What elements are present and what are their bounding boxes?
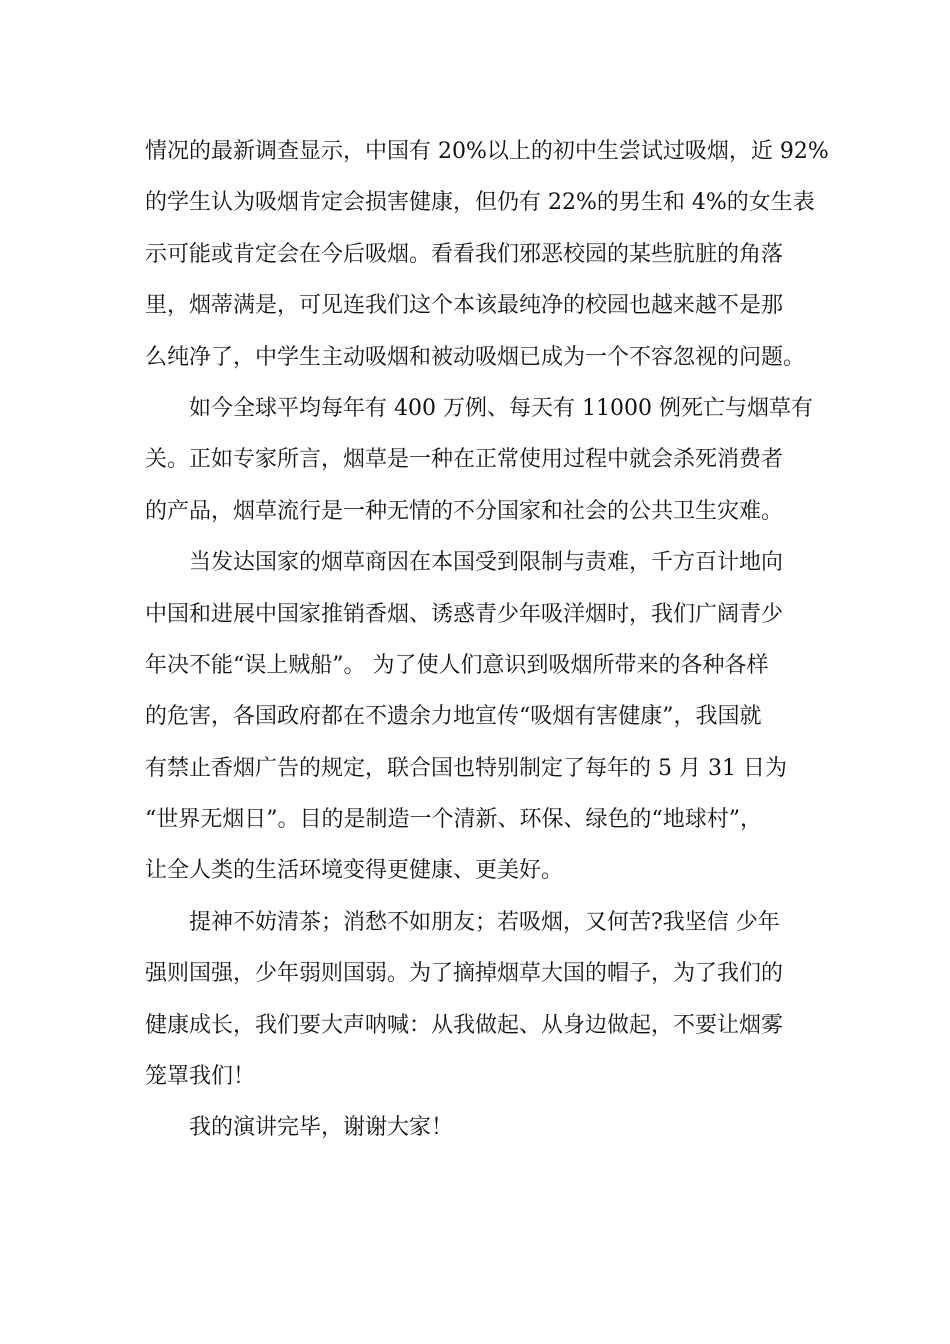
text-line: 年决不能“误上贼船”。 为了使人们意识到吸烟所带来的各种各样 [145,652,769,678]
text-line: 让全人类的生活环境变得更健康、更美好。 [145,858,564,884]
document-body [145,126,829,1154]
text-line: 的危害，各国政府都在不遗余力地宣传“吸烟有害健康”，我国就 [145,704,762,730]
text-line: 里，烟蒂满是，可见连我们这个本该最纯净的校园也越来越不是那 [145,293,784,319]
text-line: 中国和进展中国家推销香烟、诱惑青少年吸洋烟时，我们广阔青少 [145,601,784,627]
text-line: “世界无烟日”。目的是制造一个清新、环保、绿色的“地球村”， [145,807,762,833]
text-line: 我的演讲完毕，谢谢大家！ [189,1115,454,1141]
text-line: 的产品，烟草流行是一种无情的不分国家和社会的公共卫生灾难。 [145,498,784,524]
text-line: 关。正如专家所言，烟草是一种在正常使用过程中就会杀死消费者 [145,447,784,473]
paragraph-5 [145,1102,807,1153]
text-line: 示可能或肯定会在今后吸烟。看看我们邪恶校园的某些肮脏的角落 [145,241,784,267]
text-line: 笼罩我们！ [145,1064,256,1090]
text-line: 当发达国家的烟草商因在本国受到限制与责难，千方百计地向 [189,550,784,576]
paragraph-4 [145,897,807,1103]
text-line: 的学生认为吸烟肯定会损害健康，但仍有 22%的男生和 4%的女生表 [145,190,815,216]
text-line: 强则国强，少年弱则国弱。为了摘掉烟草大国的帽子，为了我们的 [145,961,784,987]
text-line: 有禁止香烟广告的规定，联合国也特别制定了每年的 5 月 31 日为 [145,755,787,781]
paragraph-2 [145,383,813,537]
text-line: 健康成长，我们要大声呐喊：从我做起、从身边做起，不要让烟雾 [145,1012,784,1038]
paragraph-1 [145,126,829,383]
text-line: 情况的最新调查显示，中国有 20%以上的初中生尝试过吸烟，近 92% [145,139,829,164]
text-line: 么纯净了，中学生主动吸烟和被动吸烟已成为一个不容忽视的问题。 [145,344,806,370]
text-line: 提神不妨清茶；消愁不如朋友；若吸烟，又何苦?我坚信 少年 [189,909,780,935]
text-line: 如今全球平均每年有 400 万例、每天有 11000 例死亡与烟草有 [189,395,813,421]
paragraph-3 [145,537,807,897]
